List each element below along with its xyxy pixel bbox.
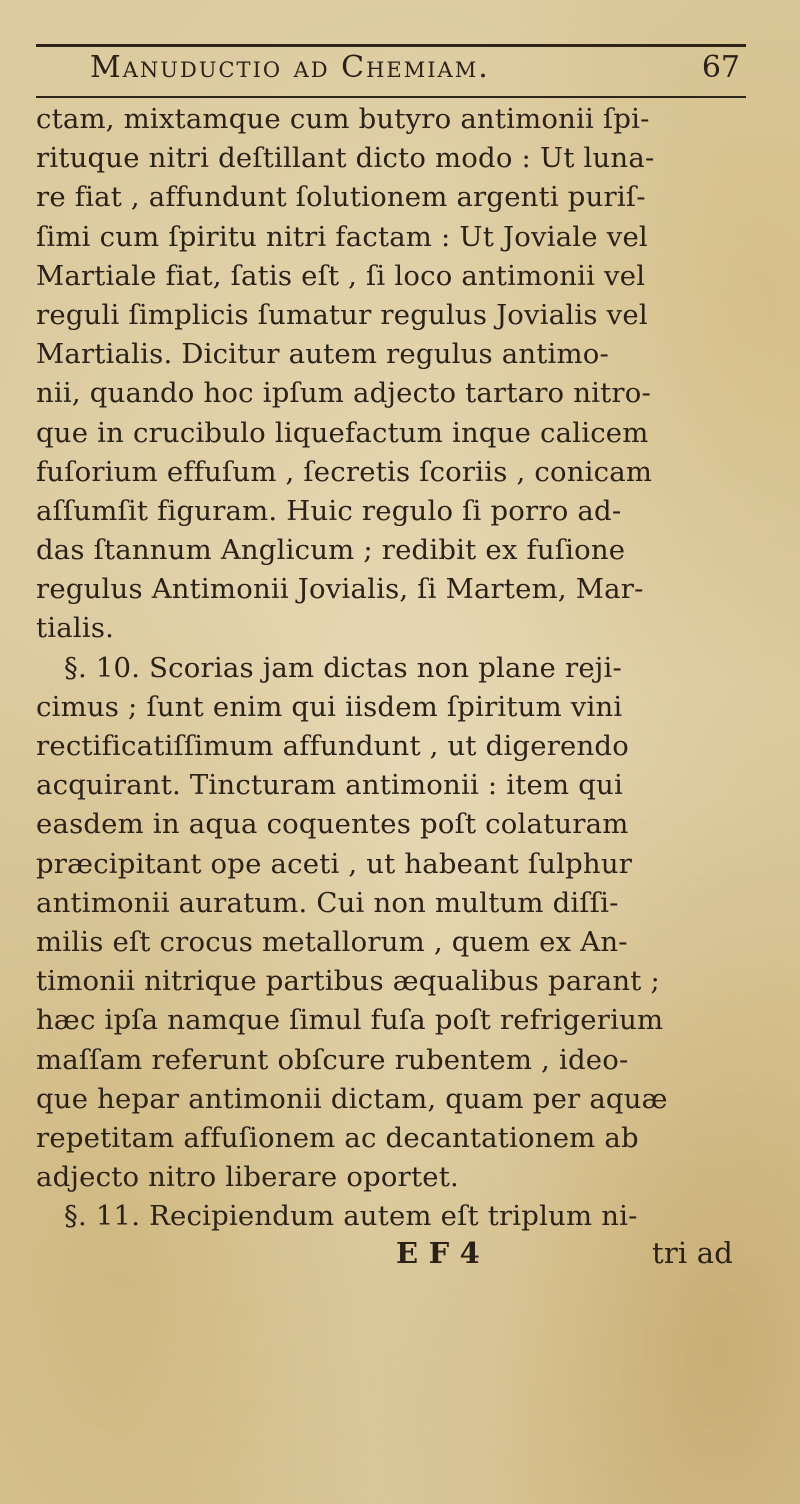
text-line: nii, quando hoc ipſum adjecto tartaro nitro-	[36, 377, 652, 410]
text-line: re fiat , affundunt ſolutionem argenti puriſ-	[36, 181, 646, 214]
text-line: cimus ; ſunt enim qui iisdem ſpiritum vini	[36, 690, 623, 723]
text-line: §. 11. Recipiendum autem eſt triplum ni-	[64, 1200, 638, 1233]
running-head: Manuductio ad Chemiam.	[90, 50, 490, 85]
text-line: ctam, mixtamque cum butyro antimonii ſpi-	[36, 103, 650, 135]
page-header	[36, 50, 746, 92]
text-line: fuſorium effuſum , ſecretis ſcoriis , conicam	[36, 455, 653, 488]
body-text	[36, 100, 756, 1270]
text-line: aſſumſit figuram. Huic regulo ſi porro ad-	[36, 494, 622, 527]
text-line: antimonii auratum. Cui non multum diſſi-	[36, 886, 619, 919]
text-line: adjecto nitro liberare oportet.	[36, 1161, 459, 1194]
text-line: præcipitant ope aceti , ut habeant ſulphur	[36, 847, 633, 880]
text-line: maſſam referunt obſcure rubentem , ideo-	[36, 1043, 629, 1076]
text-line: que in crucibulo liquefactum inque calicem	[36, 416, 649, 449]
text-line: que hepar antimonii dictam, quam per aquæ	[36, 1082, 668, 1115]
page-number: 67	[701, 50, 740, 85]
text-line: rituque nitri deſtillant dicto modo : Ut luna-	[36, 142, 655, 175]
text-line: milis eſt crocus metallorum , quem ex An-	[36, 925, 628, 958]
text-line: acquirant. Tincturam antimonii : item qui	[36, 769, 623, 802]
header-rule-top	[36, 44, 746, 47]
text-line: reguli ſimplicis ſumatur regulus Jovialis vel	[36, 298, 648, 331]
text-line: rectificatiſſimum affundunt , ut digerendo	[36, 730, 629, 762]
text-line: ſimi cum ſpiritu nitri factam : Ut Joviale vel	[36, 220, 648, 253]
text-line: easdem in aqua coquentes poſt colaturam	[36, 808, 629, 841]
text-line: hæc ipſa namque ſimul fuſa poſt refrigerium	[36, 1004, 664, 1037]
catchword: tri ad	[652, 1236, 734, 1270]
footer-line	[36, 1234, 756, 1274]
text-line: timonii nitrique partibus æqualibus parant ;	[36, 965, 660, 998]
text-line: Martiale fiat, ſatis eſt , ſi loco antimonii vel	[36, 259, 646, 292]
text-line: tialis.	[36, 612, 115, 645]
text-line: das ſtannum Anglicum ; redibit ex fuſione	[36, 534, 626, 567]
signature-mark: E F 4	[396, 1236, 481, 1270]
text-line: repetitam affuſionem ac decantationem ab	[36, 1121, 639, 1154]
text-line: §. 10. Scorias jam dictas non plane reji-	[64, 651, 623, 684]
text-line: regulus Antimonii Jovialis, ſi Martem, Mar-	[36, 573, 644, 606]
text-line: Martialis. Dicitur autem regulus antimo-	[36, 338, 610, 371]
header-rule-bottom	[36, 96, 746, 98]
